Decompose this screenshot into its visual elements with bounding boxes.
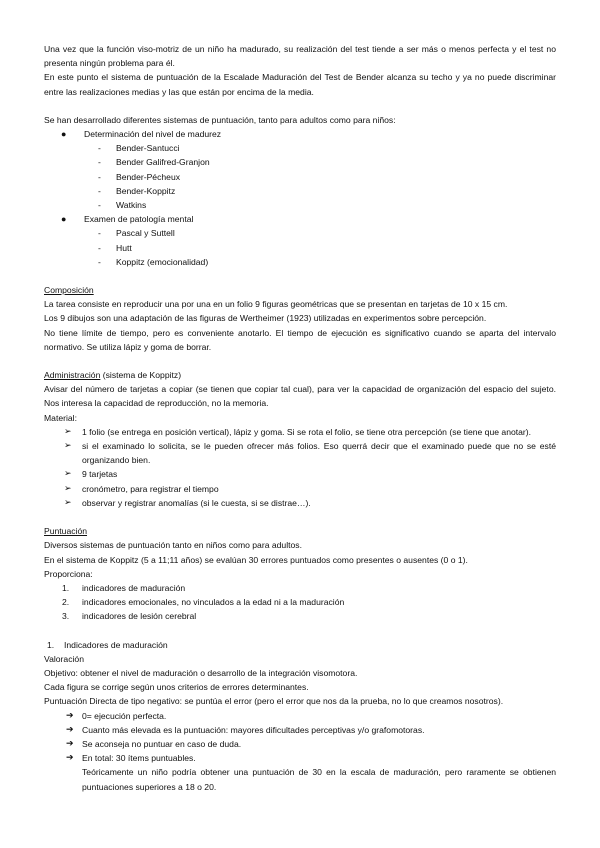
list-number: 2. [62,597,70,608]
subsection-heading-indicadores [44,638,556,652]
arrow-icon: ➢ [64,425,72,436]
intro-paragraph-1: Una vez que la función viso-motriz de un niño ha madurado, su realización del test tiende a ser más o menos perfecta y el test no presenta ningún problema para él. [44,44,556,69]
list-item [44,496,556,510]
paragraph: Los 9 dibujos son una adaptación de las figuras de Wertheimer (1923) utilizadas en experimentos sobre percepción. [44,313,487,324]
list-item [44,425,556,439]
list-item-text: 0= ejecución perfecta. [82,710,167,721]
paragraph: No tiene límite de tiempo, pero es conveniente anotarlo. El tiempo de ejecución es significativo cuando se aparta del intervalo normativo. Se utiliza lápiz y goma de borrar. [44,327,556,352]
list-item-text: Koppitz (emocionalidad) [116,256,209,267]
valoracion-label: Valoración [44,653,84,664]
section-heading-composicion: Composición [44,285,94,296]
paragraph: La tarea consiste en reproducir una por una en un folio 9 figuras geométricas que se presentan en tarjetas de 10 x 15 cm. [44,299,508,310]
list-item-text: En total: 30 ítems puntuables. [82,753,196,764]
intro-paragraph-2: En este punto el sistema de puntuación de la Escalade Maduración del Test de Bender alcanza su techo y ya no puede discriminar entre las realizaciones medias y las que están por encima de la media. [44,72,556,97]
list-item-text: observar y registrar anomalías (si le cuesta, si se distrae…). [82,497,311,508]
list-item [44,170,556,184]
dash-icon: - [98,157,101,168]
list-item-text: Se aconseja no puntuar en caso de duda. [82,738,242,749]
list-item [44,595,556,609]
list-item [44,709,556,723]
list-item-text: 9 tarjetas [82,469,118,480]
dash-icon: - [98,228,101,239]
list-item [44,737,556,751]
list-item-text: Watkins [116,200,147,211]
list-number: 1. [47,639,55,650]
bullet-icon: ● [61,214,67,225]
list-item [44,141,556,155]
paragraph: Proporciona: [44,568,93,579]
system-group-label: Examen de patología mental [84,214,194,225]
list-number: 1. [62,582,70,593]
list-item [44,255,556,269]
section-heading-administracion [44,368,556,382]
system-group-label: Determinación del nivel de madurez [84,129,222,140]
list-item [44,609,556,623]
system-group-madurez [44,127,556,141]
list-item-text: indicadores de lesión cerebral [82,611,197,622]
paragraph: Avisar del número de tarjetas a copiar (se tienen que copiar tal cual), para ver la capacidad de organización del espacio del sujeto. Nos interesa la capacidad de reproducción, no la memoria. [44,384,556,409]
arrow-right-icon: ➔ [66,752,74,763]
list-item [44,155,556,169]
dash-icon: - [98,171,101,182]
systems-intro: Se han desarrollado diferentes sistemas de puntuación, tanto para adultos como para niños: [44,114,396,125]
heading-note: (sistema de Koppitz) [100,370,182,381]
arrow-right-icon: ➔ [66,737,74,748]
dash-icon: - [98,143,101,154]
heading-text: Indicadores de maduración [64,639,168,650]
list-item [44,581,556,595]
material-label: Material: [44,412,77,423]
list-item [44,723,556,737]
dash-icon: - [98,242,101,253]
section-heading-puntuacion: Puntuación [44,526,88,537]
list-item [44,751,556,765]
list-item-text: Pascal y Suttell [116,228,175,239]
paragraph: Cada figura se corrige según unos criterios de errores determinantes. [44,682,309,693]
list-item-text: indicadores de maduración [82,582,186,593]
paragraph: Diversos sistemas de puntuación tanto en niños como para adultos. [44,540,302,551]
list-item-text: Hutt [116,242,132,253]
dash-icon: - [98,185,101,196]
list-item [44,467,556,481]
arrow-icon: ➢ [64,440,72,451]
system-group-patologia [44,212,556,226]
bullet-icon: ● [61,129,67,140]
paragraph: Teóricamente un niño podría obtener una puntuación de 30 en la escala de maduración, pero raramente se obtienen puntuaciones superiores a 18 o 20. [82,767,556,792]
arrow-icon: ➢ [64,468,72,479]
dash-icon: - [98,256,101,267]
list-item [44,226,556,240]
arrow-right-icon: ➔ [66,709,74,720]
paragraph: Puntuación Directa de tipo negativo: se puntúa el error (pero el error que nos da la prueba, no lo que creamos nosotros). [44,696,504,707]
arrow-right-icon: ➔ [66,723,74,734]
list-item [44,241,556,255]
list-item-text: Bender-Santucci [116,143,180,154]
dash-icon: - [98,200,101,211]
list-item [44,482,556,496]
document-body [44,42,556,794]
list-item-text: Cuanto más elevada es la puntuación: mayores dificultades perceptivas y/o grafomotoras. [82,724,425,735]
list-item [44,198,556,212]
list-item-text: Bender Galifred-Granjon [116,157,210,168]
list-item-text: indicadores emocionales, no vinculados a la edad ni a la maduración [82,597,345,608]
list-item-text: 1 folio (se entrega en posición vertical), lápiz y goma. Si se rota el folio, se tiene otra percepción (se tiene que anotar). [82,426,532,437]
list-item-text: si el examinado lo solicita, se le pueden ofrecer más folios. Eso querrá decir que el examinado puede que no se esté organizando bien. [82,441,556,466]
list-number: 3. [62,611,70,622]
heading-text: Administración [44,370,101,381]
list-item [44,439,556,467]
paragraph: En el sistema de Koppitz (5 a 11;11 años) se evalúan 30 errores puntuados como presentes o ausentes (0 o 1). [44,554,468,565]
list-item [44,184,556,198]
list-item-text: cronómetro, para registrar el tiempo [82,483,219,494]
paragraph: Objetivo: obtener el nivel de maduración o desarrollo de la integración visomotora. [44,667,358,678]
list-item-text: Bender-Koppitz [116,185,176,196]
list-item-text: Bender-Pécheux [116,171,181,182]
arrow-icon: ➢ [64,482,72,493]
arrow-icon: ➢ [64,496,72,507]
